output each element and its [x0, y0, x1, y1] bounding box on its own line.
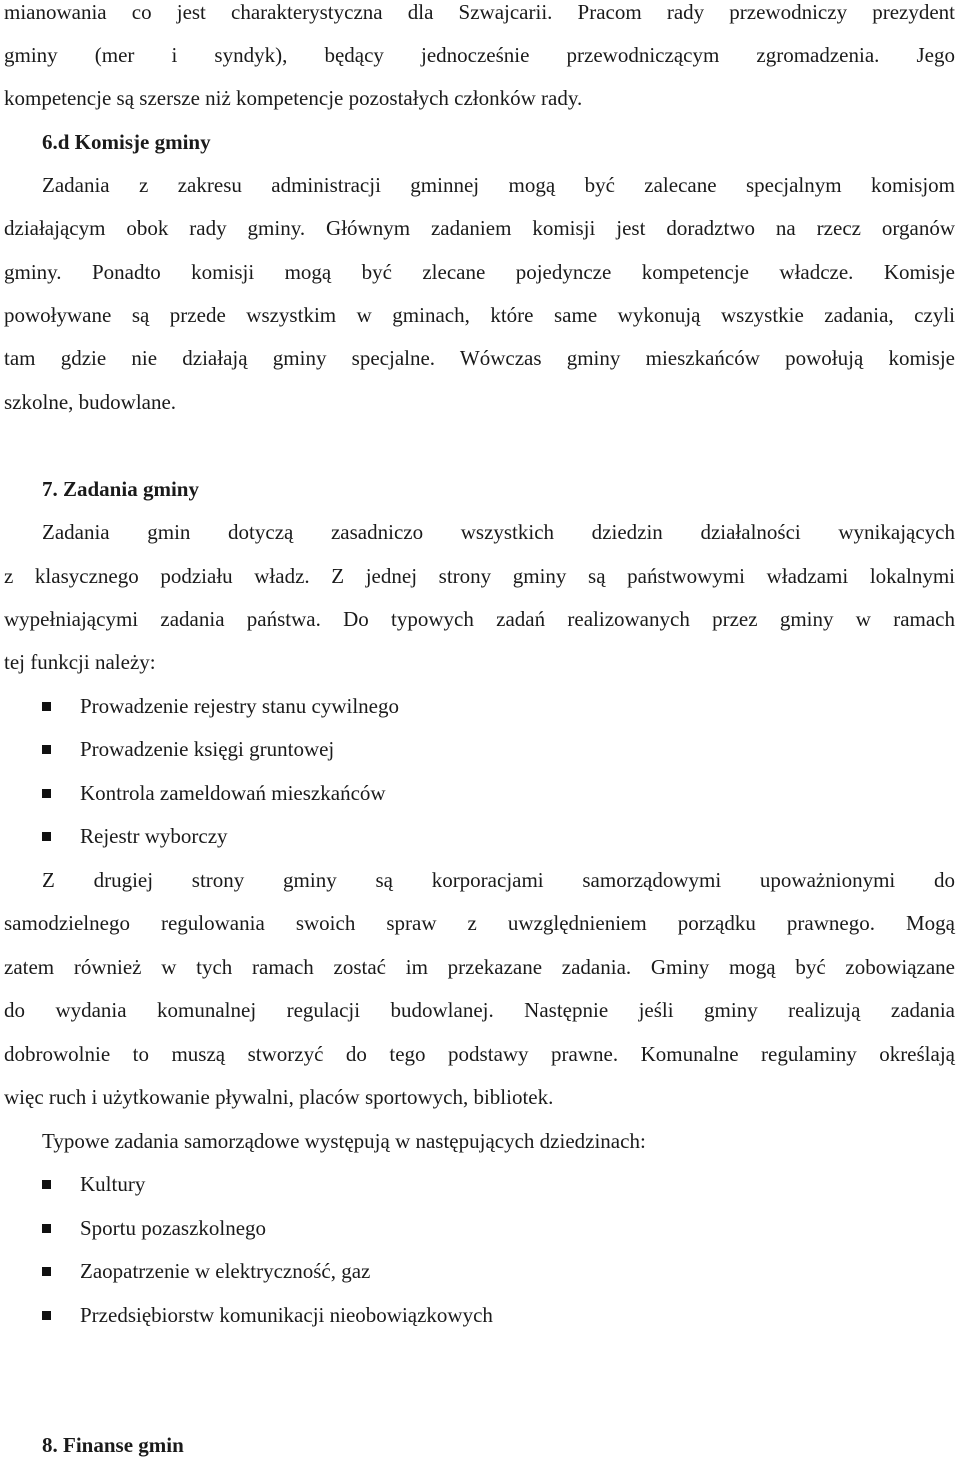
square-bullet-icon: [42, 1224, 51, 1233]
paragraph-line: szkolne, budowlane.: [4, 390, 177, 414]
paragraph-line: gminy. Ponadto komisji mogą być zlecane pojedyncze kompetencje władcze. Komisje: [4, 260, 955, 284]
paragraph-line: Zadania z zakresu administracji gminnej mogą być zalecane specjalnym komisjom: [42, 173, 955, 197]
paragraph-line: zatem również w tych ramach zostać im przekazane zadania. Gminy mogą być zobowiązane: [4, 955, 955, 979]
list-intro: Typowe zadania samorządowe występują w następujących dziedzinach:: [42, 1129, 646, 1153]
list-item-text: Rejestr wyborczy: [80, 824, 228, 848]
paragraph-line: do wydania komunalnej regulacji budowlanej. Następnie jeśli gminy realizują zadania: [4, 998, 955, 1022]
square-bullet-icon: [42, 702, 51, 711]
paragraph-line: kompetencje są szersze niż kompetencje pozostałych członków rady.: [4, 86, 583, 110]
square-bullet-icon: [42, 1311, 51, 1320]
list-item-text: Prowadzenie rejestry stanu cywilnego: [80, 694, 399, 718]
paragraph-line: z klasycznego podziału władz. Z jednej strony gminy są państwowymi władzami lokalnymi: [4, 564, 955, 588]
section-heading: 7. Zadania gminy: [42, 477, 199, 501]
paragraph-line: więc ruch i użytkowanie pływalni, placów sportowych, bibliotek.: [4, 1085, 554, 1109]
square-bullet-icon: [42, 1267, 51, 1276]
list-item-text: Kontrola zameldowań mieszkańców: [80, 781, 386, 805]
list-item-text: Przedsiębiorstw komunikacji nieobowiązkowych: [80, 1303, 493, 1327]
square-bullet-icon: [42, 745, 51, 754]
list-item-text: Prowadzenie księgi gruntowej: [80, 737, 335, 761]
square-bullet-icon: [42, 832, 51, 841]
list-item-text: Zaopatrzenie w elektryczność, gaz: [80, 1259, 371, 1283]
paragraph-line: powoływane są przede wszystkim w gminach, które same wykonują wszystkie zadania, czyli: [4, 303, 955, 327]
paragraph-line: Z drugiej strony gminy są korporacjami samorządowymi upoważnionymi do: [42, 868, 955, 892]
paragraph-line: tam gdzie nie działają gminy specjalne. Wówczas gminy mieszkańców powołują komisje: [4, 346, 955, 370]
section-heading: 6.d Komisje gminy: [42, 130, 211, 154]
paragraph-line: samodzielnego regulowania swoich spraw z uwzględnieniem porządku prawnego. Mogą: [4, 911, 955, 935]
list-item-text: Sportu pozaszkolnego: [80, 1216, 267, 1240]
paragraph-line: wypełniającymi zadania państwa. Do typowych zadań realizowanych przez gminy w ramach: [4, 607, 955, 631]
paragraph-line: tej funkcji należy:: [4, 650, 156, 674]
list-item-text: Kultury: [80, 1172, 146, 1196]
paragraph-line: mianowania co jest charakterystyczna dla Szwajcarii. Pracom rady przewodniczy prezydent: [4, 0, 955, 24]
square-bullet-icon: [42, 789, 51, 798]
paragraph-line: Zadania gmin dotyczą zasadniczo wszystkich dziedzin działalności wynikających: [42, 520, 955, 544]
square-bullet-icon: [42, 1180, 51, 1189]
paragraph-line: dobrowolnie to muszą stworzyć do tego podstawy prawne. Komunalne regulaminy określają: [4, 1042, 955, 1066]
paragraph-line: działającym obok rady gminy. Głównym zadaniem komisji jest doradztwo na rzecz organów: [4, 216, 955, 240]
paragraph-line: gminy (mer i syndyk), będący jednocześnie przewodniczącym zgromadzenia. Jego: [4, 43, 955, 67]
section-heading: 8. Finanse gmin: [42, 1433, 184, 1457]
